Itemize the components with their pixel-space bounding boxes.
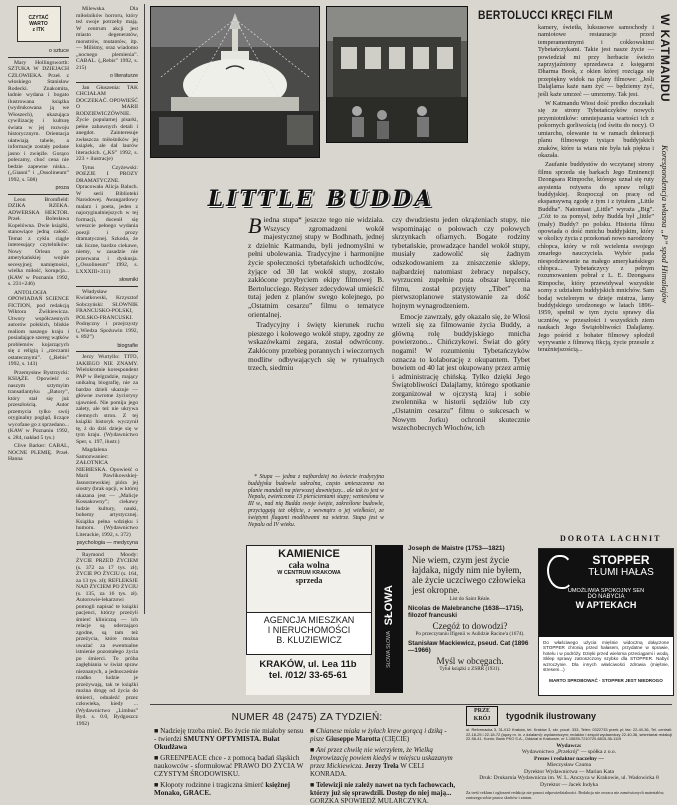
page-divider (150, 704, 672, 705)
masthead-publisher: Wydawnictwo „Przekrój” — spółka z o.o. (521, 749, 617, 756)
article-text: Emocje zawrzały, gdy okazało się, że Włosi wrzeli się za filmowanie życia Buddy, a główną rolę buddyjskiego mnicha powierzono... Chińczykowi. Świat do góry nogami! W rozumieniu Tybetańczyków oznacza to kolaborację z okupantem. Tybet bowiem od 40 lat jest okupowany przez armię i administrację chińską. Tylko dzięki Jego Świątobliwości Dalajlamy, którego spotkanie zorganizował w ojczystą kraj i sobie zwolennika w historii sędziów lub czy „Ostatnim cesarzu” filmu o sukcesach w Nowym Jorku) ochronił skutecznie wszechobecnych Włochów, ich (392, 311, 530, 433)
quote-author: Joseph de Maistre (1753—1821) (408, 545, 505, 552)
next-issue-highlight: Giuseppe Marotta (325, 735, 381, 743)
vertical-heading (658, 14, 674, 114)
drop-cap: B (248, 213, 262, 238)
next-issue-highlight: księżnej Monako, GRACE. (154, 781, 291, 797)
section-label-biographies: biografie (117, 342, 138, 349)
article-text: Zaufanie buddystów do wczytanej strony filmu sprzeda się barkach Jego Eminencji Dzongsara Rimpoche, którego uznał się ruty asystenta reżysera do spraw religii buddyjskiej. Rozpoczął on pracę od ekspansywną zgodę z tym i z tytułem „Little Buddha”. Natomiast „Little” wyraża „Big”. „Cóż to za pomysł, żeby Budda był „little” (mały) Buddy? po polsku. Historia filmu opowiada o dość mnichu buddyjskim, który w okolicy życia z przekonań nowo narodzony chłopca, który w roli wcielenia swojego zmarłego nauczyciela. Wybór pada niespodziewanie na małego amerykańskiego chłopca... Tybetańczycy z pełnym rozumowaniem pobrał z L. E. Dzongsara Rimpoche, który przewidywał wszystkie sceny z udziałem buddyjskich mnichów. Sam bodaj wcielonym w dzieje mistrza, lamy buddyjskiego urodzonego w latach 1896–1959, spełnił w tym życiu sprawy dla uczniów, w przeszłości i wszystkich ziem naukach Jego Świątobliwości Dalajlamy. Jego pośród z bohater filmowy spłodził wyrywanie z filmową fikcją, życie przeszłe z teraźniejszością... (538, 161, 654, 354)
ad-kamienica-sale: sprzeda (295, 576, 323, 585)
ad-kamienica (246, 545, 372, 613)
bullet-icon: ■ (310, 781, 316, 789)
quote-author: Nicolas de Malebranche (1638—1715), filozof francuski (408, 605, 524, 619)
next-issue-item (154, 727, 304, 751)
next-issue-item (154, 781, 304, 797)
bullet-icon: ■ (154, 727, 161, 735)
review-text: Milewska. Dla miłośników horroru, który też swoje potrzeby mają. W centrum akcji jest miasto degeneratów, monstrów, mutantów, itp. — Miliśmy, oraz wiadomo „nocnego plemienia”. CABAL. („Rebis” 1992, s. 215) (76, 6, 138, 71)
next-issue-text: Chianese miała w żyłach krew gorącą i dziką - pisze (310, 727, 447, 743)
review-text: Clive Barker: CABAL, NOCNE PLEMIĘ. Przeł. Hanna (8, 443, 69, 462)
ad-slowa-text: SŁOWA (383, 585, 395, 626)
article-text: kamery, świetła, luksusowe samochody i namiotowe restauracje przed temperamentnymi i cokkowskimi Tybetańczykami. Takie jest nasze życie — powiedział mi przy herbacie świeżo zaprzyjaźniony sprzedawca z księgarni Dharma Book, z okien której rozciąga się przepiękny widok na plany filmowe: „Jeśli Dalajlama każe nam żyć — będziemy żyć, jeśli każe umrzeć — umrzemy. Tak jest. (538, 24, 654, 98)
next-issue-title: NUMER 48 (2475) ZA TYDZIEŃ: (231, 712, 383, 723)
next-issue-tail: (CIĘCIE) (382, 735, 410, 743)
review-text: Władysław Kwiatkowski, Krzysztof Sobczyński: SŁOWNIK FRANCUSKO-POLSKI, POLSKO-FRANCUSKI. Podręczny i przejrzysty („Wiedza Spożuwin 1992, s. 892”) (76, 288, 138, 340)
section-label-dictionaries: słowniki (119, 277, 138, 283)
ad-stopper-where: W APTEKACH (575, 600, 637, 610)
ad-agency-box (246, 612, 372, 655)
next-issue-tail: GORZKA SPOWIEDŹ MULARCZYKA. (310, 797, 429, 805)
ad-agency-line1: AGENCJA MIESZKAN (263, 615, 355, 625)
section-label-art: o sztuce (48, 48, 69, 54)
masthead-director: Dyrektor Wydawnictwa — Marian Kata (524, 768, 614, 775)
section-label-psychology: psychologia — medycyna (76, 540, 138, 546)
second-column (76, 6, 138, 727)
quote-author: Stanisław Mackiewicz, pseud. Cat (1896—1966) (408, 640, 529, 654)
next-issue-highlight: Telewizji nie zależy nawet na tych fachowcach, którzy już się sprawdzili. Dostęp do niej mają... (310, 781, 456, 797)
quote-text: Czegóż to dowodzi? (432, 621, 508, 631)
ad-kamienica-headline: KAMIENICE (278, 548, 340, 560)
stamp-text: CZYTAĆ WARTO z ITK (28, 15, 49, 33)
divider (76, 549, 138, 550)
quotes-box (408, 545, 532, 695)
recommend-stamp (17, 6, 61, 42)
next-issue-right (310, 727, 460, 805)
bullet-icon: ■ (310, 727, 316, 735)
ad-stopper (538, 548, 674, 696)
divider (8, 57, 69, 58)
article-text: iedna stupa* jeszcze tego nie widziała. Wszyscy zgromadzeni wokół majestycznej stupy w Bodhnath, jednej z dzielnic Katmandu, byli jednomyślni w pełni ubolewania. Tradycyjne i harmonijne życie społeczności tybetańskich uchodźców, żyjące od 30 lat wokół stupy, zostało zakłócone przybyciem ekipy filmowej B. Bertolucciego. Reżyser zdecydował umieścić tutaj jeden z planów swego kolejnego, po „Ostatnim cesarzu” filmu o tematyce orientalnej. (248, 215, 384, 319)
divider (76, 351, 138, 352)
film-set-photo (326, 6, 468, 143)
next-issue-text: Ani przez chwilę nie wierzyłem, że Wielką Improwizację powiem kiedyś w miejscu uskazanym przez Mickiewicza. (310, 746, 453, 770)
masthead-editor: Mieczysław Czuma (546, 762, 592, 769)
ear-icon (547, 555, 573, 589)
review-text: Jerzy Wurtyllo: TITO, JAKIEGO NIE ZNAMY. Wielokrotnie korespondent PAP w Belgradzie, mający unikalną biografię, nie za bardzo dzieli ukazuje — główne zwrotne życiorysy ujawnień. Nie pomija jego zalety, ale też nie ukrywa ciemnych stron. Z tej książki historyk wyczynił tę, ż do dziś dzieje się w tym kraju. (Wydawnictwo Sper, s. 197, ilustr.) (76, 354, 138, 445)
review-text: ANTOLOGIA OPOWIADAŃ SCIENCE FICTION, pod redakcją Wiktora Żwikiewicza. Utwory współczesnych autorów polskich, bliskie realiom naszego kraju i posiadające szereg wątków problemów kojarzących się z religią i „rzeczami ostatecznymi”. („Rebis” 1992, s. 143) (8, 289, 69, 367)
article-author: DOROTA LACHNIT (560, 534, 662, 543)
review-text: Raymond Moody: ŻYCIE PRZED ŻYCIEM (s. 372 za 17 tys. zł); ŻYCIE PO ŻYCIU (s. 164, za 13 tys. zł); REFLEKSJE NAD ŻYCIEM PO ŻYCIU (s. 135, za 16 tys. zł). Autorowie-lekarzowi pomogli napisać te książki pacjenci, którzy przeżyli śmierć kliniczną — ich relacje są uderzająco zgodne, są tam też przeżycia, które można uważać za ewentualne istnienie pozostałego życia po śmierci. To próba zagłębiania w świat spraw nieznanych, a jednocześnie rzadko ludzie je przeżywają, tak te książki można drogę od życia do śmierci, odnaleźć przez człowieka, kiedy ... (Wydawnictwo „Limbus” Byd. s. 0.0, Bydgoszcz 1992) (76, 551, 138, 727)
stupa-photo (150, 6, 320, 158)
ad-stopper-body: Do właściwego użycia mięśnie widoczną dołączone STOPPER chronią przed hałasem, przydatne w sprawie, hotelu i w podróży. Dzięki przed wieloma przeciągami i wodą. Sklep sprawy zatroszczony szybko dla STOPPER. Nabyć wzroczynie. Dla innych właściwości zdrowia (mięśnie, stresem...) (543, 640, 669, 673)
quote-source: Tytuł książki z ZSRR (1931). (439, 666, 501, 672)
bullet-icon: ■ (154, 754, 161, 762)
przekroj-logo (466, 706, 498, 726)
next-issue-text: Nadzieję trzeba mieć. Bo życie nie miałoby sensu - twierdzi (154, 727, 304, 743)
quote-text: Myśl w obcęgach. (436, 656, 504, 666)
next-issue-item (310, 746, 460, 778)
main-article-col2 (392, 216, 530, 534)
footnote-text: * Stupa — jedna z najbardziej na świecie tradycyjna buddyjska budowla sakralna, często umieszczona na planie mandali na pierwszej dawniejszy... ale tak to jest w Nepalu, zwieńczona 13 pierścieniami stupy; wzniesiona w III w., nad nią Budda swoje święte, zakreślone budowle, przyciągają też obficie, z wewnątrz o jej wielkości, ze świętymi flagami modlitwami na wietrze. Stupa jest w Nepalu od IV wieku. (248, 474, 384, 528)
ad-stopper-footer: MARTO SPROBOWAĆ · STOPPER JEST NIEDROGO (549, 678, 663, 683)
vertical-byline-text: Korespondencja własna „P” spod Himalajów (660, 145, 670, 304)
column-divider (144, 4, 145, 614)
ad-stopper-slogan2: DO NABYCIA (587, 594, 625, 600)
logo-line1: PRZE (473, 708, 490, 714)
ad-stopper-header (539, 549, 673, 637)
main-title-box (207, 182, 435, 216)
review-text: Mary Hollingsworth: SZTUKA W DZIEJACH CZŁOWIEKA. Przeł. z włoskiego Stanisław Rodecki. Znakomita, ładnie wydana i bogato ilustrowana książka (wydrukowana ją we Włoszech), ukazująca cywilizację i kulturę świata w jej rozwoju historycznym. Orientacja ułatwiają tabele, a informacje zostały podane jasno i zwięźle. Gorąco polecamy, choć cena nie bedzie zapewne niska... („Gianni” i „Ossolineum” 1992, s. 508) (8, 59, 69, 183)
review-text: Magdalena Samozwaniec: ZAŁOTNICA NIEBIESKA. Opowieść o Marii Pawlikowskiej-Jasnorzewskiej pióra jej siostry (brak opcji, w której ukazana jest — „Malicje Kossakowny”; ciekawy ludzie kultury, nauki, bohemy artystycznej. Książka pełna wdzięku i humoru. (Wydawnictwo Literackie, 1992, s. 372) (76, 447, 138, 538)
review-text: Tytus Czyżewski: POEZJE I PROZY DRAMATYCZNE. Opracowała Alicja Baluch. W serii Biblioteki Narodowej. Awangardowy malarz i poeta, jeden z najoryginalniejszych w tej formacji, docenił się wreszcie pełnego wydania poezji i prozy dramatycznej. Szkoda, że tak liczne, bardzo ciekawe, niemy, w zasadzie nie przerwana i dyskusja. („Ossolineum” 1992, s. LXXXIII+311) (76, 164, 138, 275)
ad-agency-address: KRAKÓW, ul. Lea 11b (259, 659, 357, 670)
section-label-prose: proza (55, 185, 69, 191)
masthead-editor-label: Prezes i redaktor naczelny — (534, 755, 604, 762)
next-issue-left (154, 727, 304, 797)
quote-text: Nie wiem, czym jest życie łajdaka, nigdy nim nie byłem, ale życie uczciwego człowieka jest okropne. (412, 555, 526, 595)
next-issue-highlight: SMUTNY OPTYMISTA. Bułat Okudżawa (154, 735, 280, 751)
article-title-right: BERTOLUCCI KRĘCI FILM (478, 8, 613, 22)
ad-kamienica-subline: cała wolna (288, 560, 330, 570)
ad-stopper-slogan: UMOŻLIWIA SPOKOJNY SEN (567, 588, 645, 594)
logo-line2: KRÓJ (473, 716, 491, 722)
review-text: Jan Głuszenia: TAK CHCIAŁAM DOCZEKAĆ. OPOWIEŚĆ O MARII RODZIEWICZÓWNIE. Życie popularnej pisarki, pełne zabawnych detali i anegdot. Zainteresuje zwłaszcza miłośników jej książek, ale dal laurów literackich. („KS” 1992, s. 223 + ilustracje) (76, 84, 138, 162)
main-article-col1 (248, 213, 384, 470)
right-article-col (538, 24, 654, 532)
masthead-disclaimer: Za treść reklam i ogłoszeń redakcja nie ponosi odpowiedzialności. Redakcja nie zwraca nie zamówionych materiałów, zastrzega sobie prawo skrótów i zmian. (466, 790, 665, 801)
masthead-panel (466, 706, 672, 801)
ad-agency-line2: I NIERUCHOMOŚCI (267, 625, 351, 635)
next-issue-highlight: Jerzy Treła (365, 762, 399, 770)
quote-source: Po przeczytaniu Ifigenii w Aulidzie Racine'a (1674). (415, 631, 525, 637)
masthead-printer: Druk: Drukarnia Wydawnicza im. W. L. Anczyca w Krakowie, ul. Wadowicka 8 (479, 775, 659, 782)
review-text: Leon Bromfield: DZIKA RZEKA. ADWERSKA HEKTOR. Przeł. Bolesława Kopelówna. Dwie książki, stanowiące jedną całość. Temat z cyklu ciągle interesujący czytelników: Nowy Orlean po amerykańskiej wojnie secesyjnej; namiętności, wielka miłość, korupcja... (KAW w Poznaniu 1992, s. 231+246) (8, 196, 69, 287)
vertical-byline (660, 145, 674, 495)
film-set-illustration (327, 7, 467, 142)
quote-source: List do Saint Réale. (449, 596, 491, 602)
footnote (248, 474, 384, 536)
divider (8, 194, 69, 195)
next-issue-item (310, 727, 460, 743)
masthead-director2: Dyrektor — Jacek Indyka (540, 781, 598, 788)
ad-stopper-subtitle: TŁUMI HAŁAS (588, 567, 654, 578)
divider (76, 286, 138, 287)
ad-slowa (375, 545, 403, 693)
ad-kamienica-location: W CENTRUM KRAKOWA (277, 570, 341, 576)
masthead-publisher-label: Wydawca: (556, 742, 582, 749)
next-issue-tail: W CELI KONRADA. (310, 762, 425, 778)
main-title: LITTLE BUDDA (207, 186, 435, 212)
article-text: czy dwudziestu jeden okrążeniach stupy, nie wspominając o połowach czy połowych skrzynkach ofiarnych. Bogate rodziny tybetańskie, prowadzące handel wokół stupy, musiały zadowolić się żadnym odszkodowaniem za zniszczenie sklepy, najbardziej natomiast żebracy nepalscy, wyrzuceni zupełnie poza obszar kręcenia filmu, został przyjęty „Tibet” na pierwszoplanowe statystowanie za dość hojnym wynagrodzeniem. (392, 215, 530, 310)
vertical-heading-text: W KATMANDU (658, 14, 672, 103)
bullet-icon: ■ (310, 746, 316, 754)
bullet-icon: ■ (154, 781, 161, 789)
next-issue-item (154, 754, 304, 778)
masthead-name: tygodnik ilustrowany (506, 711, 597, 721)
next-issue-item (310, 781, 460, 805)
ad-agency-phone: tel. /012/ 33-65-61 (268, 670, 348, 681)
ad-agency-line3: B. KLUZIEWICZ (276, 635, 342, 645)
next-issue-text: Kłopoty rodzinne i tragiczna śmierć (160, 781, 264, 789)
ad-slowa-sub: SŁOWA SŁOWA (386, 631, 392, 669)
next-issue-panel (154, 712, 460, 805)
article-text: Tradycyjny i święty kierunek ruchu pieszego i kołowego wokół stupy, zgodny ze wskazówkami zegara, został odwrócony. Zakłócony przebieg porannych i wieczornych modlitw odbywających się w rytualnych trzech, siedmiu (248, 320, 384, 373)
ad-stopper-title: STOPPER (592, 553, 650, 567)
masthead-address: ul. Reformacka 3, 31-012 Kraków, tel. Kraków 3, skr. poczt. 333, Telex: 0322733 przek pl; fax: 22-40-36, Tel. centrali: 22-18-25 i 22-18-72 (łączy m. in. z działami): wydawniczym; redaktor i zespół wydawniczy 22-40-36, sekretariat redakcji 22-58-41. Konto: Bank PKO S.A., Oddział w Krakowie, nr 1.15639-7210720-6815-36-1119 (466, 727, 672, 742)
section-label-literature: o literaturze (109, 73, 138, 79)
article-text: W Katmandu Wiosi dość predko doczekali się ze strony Tybetańczyków nowych przymiotników: umniejszania wartości ich z pokornych gorliwością (od świtu do nocy). O umiarchu, olewanie tu w ramach dekoracji planu filmowego tysiące buddyjskich znaków, które ta wiara nie była tak piękna i okazała. (538, 100, 654, 159)
divider (76, 82, 138, 83)
stupa-illustration (151, 7, 319, 157)
left-column (8, 6, 69, 696)
next-issue-text: GREENPEACE chce - z pomocą badań śląskich naukowców - sformułować PRAWO DO ŻYCIA W CZYSTYM ŚRODOWISKU. (154, 754, 304, 778)
review-text: Przemysław Bystrzycki: KSIĄŻE. Opowieść o naszym sztymyim transatlantyku „Batory”, który stał się już przeszłością. Autor przemycia tylko swój oryginalny pogląd, liczące wycofane go z sprzedano... (KAW w Poznaniu 1992, s. 284, nakład 5 tys.) (8, 369, 69, 441)
ad-agency-contact (246, 655, 370, 695)
